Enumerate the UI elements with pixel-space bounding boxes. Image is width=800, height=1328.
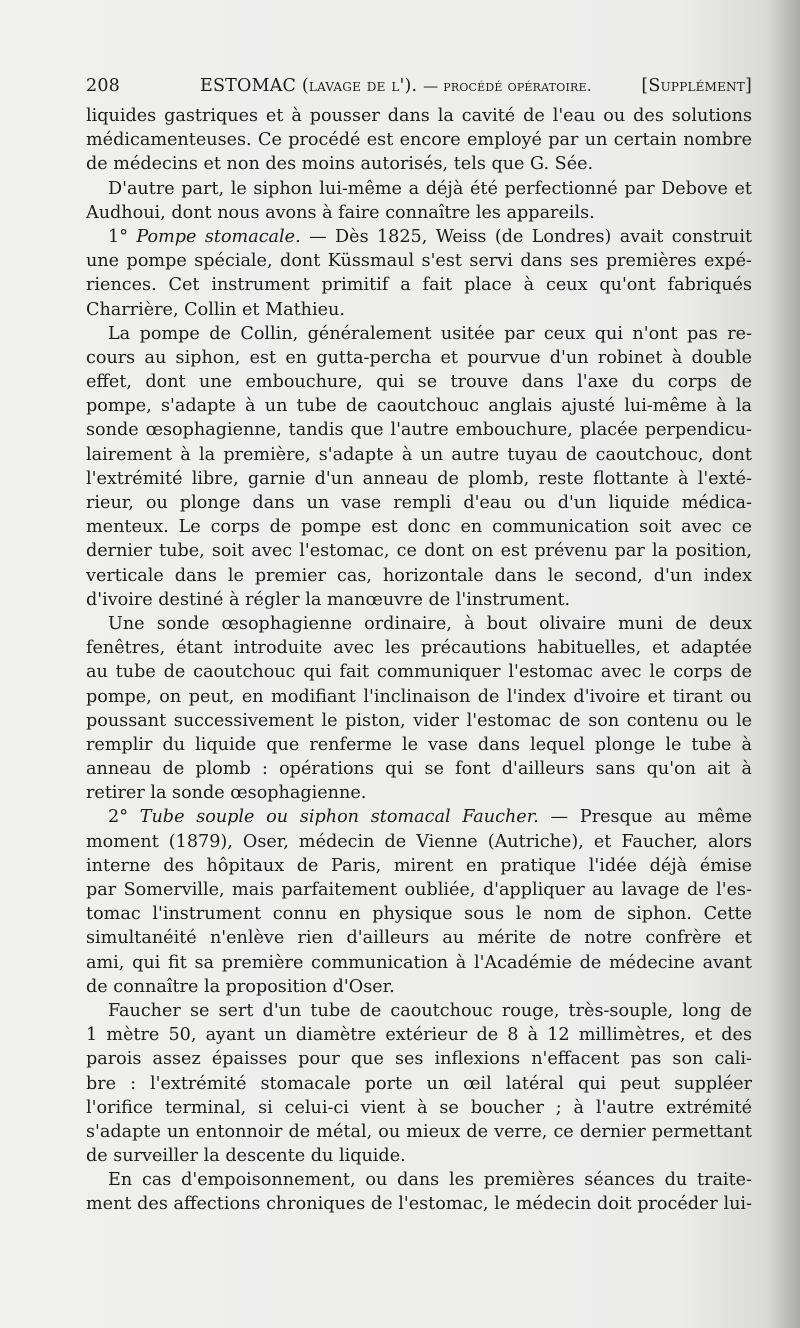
text-line: rieur, ou plonge dans un vase rempli d'eau ou d'un liquide médica- <box>86 493 752 513</box>
text-line: La pompe de Collin, généralement usitée par ceux qui n'ont pas re- <box>108 323 752 344</box>
text-line: — Dès 1825, Weiss (de Londres) avait construit <box>309 226 752 247</box>
text-line: Charrière, Collin et Mathieu. <box>86 299 345 320</box>
section-heading-pompe <box>86 225 752 249</box>
text-line: sonde œsophagienne, tandis que l'autre embouchure, placée perpendicu- <box>86 420 752 441</box>
text-line: pompe, on peut, en modifiant l'inclinaison de l'index d'ivoire et tirant ou <box>86 686 752 707</box>
text-line: d'ivoire destiné à régler la manœuvre de l'instrument. <box>86 589 571 610</box>
text-line: D'autre part, le siphon lui-même a déjà été perfectionné par Debove et <box>108 178 752 199</box>
text-line: Audhoui, dont nous avons à faire connaître les appareils. <box>86 202 595 223</box>
text-line: En cas d'empoisonnement, ou dans les premières séances du traite- <box>108 1170 752 1191</box>
text-line: cours au siphon, est en gutta-percha et pourvue d'un robinet à double <box>86 347 752 368</box>
text-line: médicamenteuses. Ce procédé est encore employé par un certain nombre <box>86 130 752 151</box>
text-line: fenêtres, étant introduite avec les précautions habituelles, et adaptée <box>86 638 752 659</box>
text-line: ami, qui fit sa première communication à l'Académie de médecine avant <box>86 952 752 973</box>
text-line: ment des affections chroniques de l'estomac, le médecin doit procéder lui- <box>86 1194 752 1215</box>
text-line: menteux. Le corps de pompe est donc en communication soit avec ce <box>86 517 752 538</box>
text-line: par Somerville, mais parfaitement oubliée, d'appliquer au lavage de l'es- <box>86 880 752 900</box>
text-line: de surveiller la descente du liquide. <box>86 1146 406 1167</box>
running-header <box>86 72 752 100</box>
text-line: Faucher se sert d'un tube de caoutchouc rouge, très-souple, long de <box>108 1000 752 1021</box>
text-line: retirer la sonde œsophagienne. <box>86 783 367 804</box>
page-body <box>86 104 752 1217</box>
text-line: une pompe spéciale, dont Küssmaul s'est servi dans ses premières expé- <box>86 251 752 272</box>
text-line: lairement à la première, s'adapte à un autre tuyau de caoutchouc, dont <box>86 444 752 465</box>
section-heading-tube <box>86 805 752 829</box>
page-number: 208 <box>86 76 121 96</box>
text-line: pompe, s'adapte à un tube de caoutchouc anglais ajusté lui-même à la <box>86 396 752 417</box>
text-line: simultanéité n'enlève rien d'ailleurs au mérite de notre confrère et <box>86 928 752 949</box>
text-line: l'orifice terminal, si celui-ci vient à se boucher ; à l'autre extrémité <box>86 1097 752 1118</box>
text-line: bre : l'extrémité stomacale porte un œil latéral qui peut suppléer <box>86 1073 752 1094</box>
text-line: de médecins et non des moins autorisés, tels que G. Sée. <box>86 154 594 175</box>
running-title-main: ESTOMAC <box>200 76 297 96</box>
text-line: effet, dont une embouchure, qui se trouve dans l'axe du corps de <box>86 372 752 393</box>
text-line: liquides gastriques et à pousser dans la cavité de l'eau ou des solutions <box>86 106 752 126</box>
text-line: 1 mètre 50, ayant un diamètre extérieur de 8 à 12 millimètres, et des <box>86 1025 752 1046</box>
text-line: tomac l'instrument connu en physique sous le nom de siphon. Cette <box>86 904 752 925</box>
running-title <box>200 72 592 100</box>
section-title: Tube souple ou siphon stomacal Faucher. <box>139 807 539 828</box>
section-marker: [Supplément] <box>641 76 752 96</box>
text-line: — Presque au même <box>550 807 752 828</box>
section-number: 1° <box>108 226 128 247</box>
text-line: riences. Cet instrument primitif a fait place à ceux qu'ont fabriqués <box>86 275 752 296</box>
running-title-paren: (lavage de l'). <box>301 76 418 96</box>
text-line: dernier tube, soit avec l'estomac, ce dont on est prévenu par la position, <box>86 541 752 562</box>
text-line: moment (1879), Oser, médecin de Vienne (Autriche), et Faucher, alors <box>86 831 752 852</box>
text-line: interne des hôpitaux de Paris, mirent en pratique l'idée déjà émise <box>86 855 752 876</box>
text-line: remplir du liquide que renferme le vase dans lequel plonge le tube à <box>86 734 752 755</box>
running-title-rest: — procédé opératoire. <box>423 77 592 95</box>
text-line: s'adapte un entonnoir de métal, ou mieux de verre, ce dernier permettant <box>86 1121 752 1142</box>
text-line: l'extrémité libre, garnie d'un anneau de plomb, reste flottante à l'exté- <box>86 468 752 489</box>
text-line: de connaître la proposition d'Oser. <box>86 976 395 997</box>
text-line: Une sonde œsophagienne ordinaire, à bout olivaire muni de deux <box>108 613 752 634</box>
text-line: poussant successivement le piston, vider l'estomac de son contenu ou le <box>86 710 752 731</box>
section-title: Pompe stomacale. <box>136 226 301 247</box>
text-line: verticale dans le premier cas, horizontale dans le second, d'un index <box>86 565 752 586</box>
text-line: anneau de plomb : opérations qui se font d'ailleurs sans qu'on ait à <box>86 759 752 780</box>
text-line: au tube de caoutchouc qui fait communiquer l'estomac avec le corps de <box>86 662 752 683</box>
text-line: parois assez épaisses pour que ses inflexions n'effacent pas son cali- <box>86 1049 752 1070</box>
section-number: 2° <box>108 807 128 828</box>
